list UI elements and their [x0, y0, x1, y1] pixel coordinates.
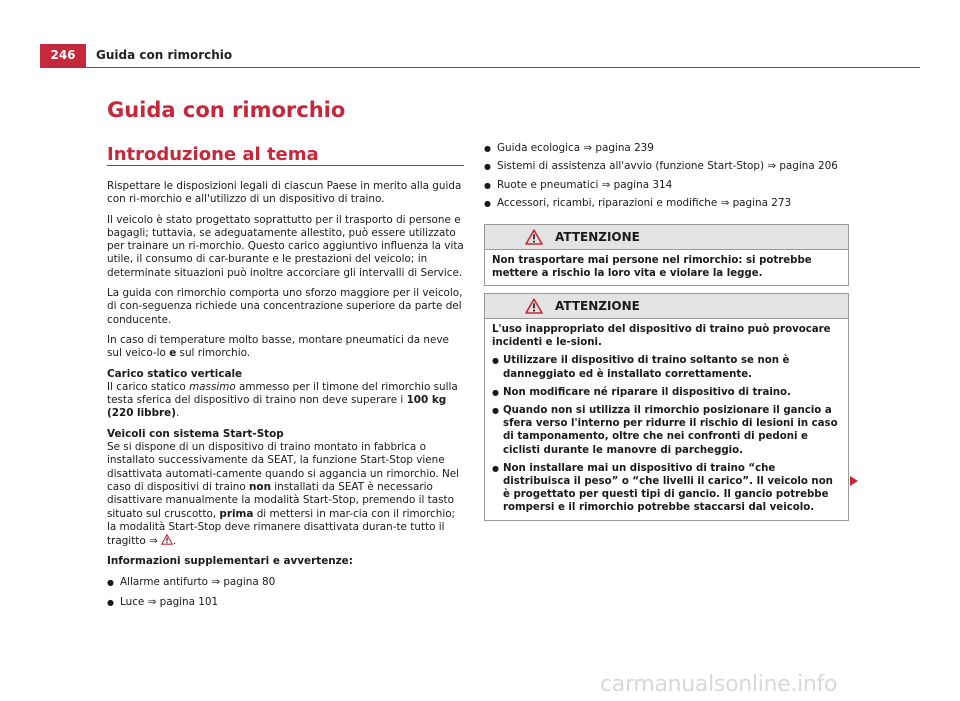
right-reference-list — [484, 142, 850, 215]
warning-box-passengers — [484, 224, 849, 286]
page-header — [40, 44, 920, 68]
reference-link[interactable]: ● Ruote e pneumatici ⇒ pagina 314 — [484, 179, 850, 192]
warning-intro: L'uso inappropriato del dispositivo di traino può provocare incidenti e le-sioni. — [492, 324, 831, 349]
reference-link[interactable]: ● Luce ⇒ pagina 101 — [107, 596, 467, 609]
paragraph: La guida con rimorchio comporta uno sforzo maggiore per il veicolo, di con-seguenza richiede una concentrazione superiore da parte del conducente. — [107, 287, 463, 326]
subheading-start-stop: Veicoli con sistema Start-Stop — [107, 427, 284, 440]
text: installati da SEAT è necessario disattivare manualmente la modalità Start-Stop, premendo il tasto situato sul cruscotto, — [107, 480, 454, 520]
text: . — [175, 407, 180, 420]
warning-item: ● Non modificare né riparare il dispositivo di traino. — [492, 386, 841, 399]
paragraph — [107, 334, 467, 361]
warning-text: Non trasportare mai persone nel rimorchio: si potrebbe mettere a rischio la loro vita e violare la legge. — [492, 255, 812, 280]
warning-triangle-icon — [525, 229, 543, 245]
subheading-info: Informazioni supplementari e avvertenze: — [107, 555, 353, 568]
warning-label: ATTENZIONE — [555, 299, 640, 313]
emphasis: e — [169, 347, 177, 360]
paragraph: Il veicolo è stato progettato soprattutto per il trasporto di persone e bagagli; tuttavia, se adeguatamente allestito, può essere utilizzato per trainare un ri-morchio. Questo carico aggiuntivo influenza la vita utile, il consumo di car-burante e le prestazioni del veicolo; in determinate situazioni può inoltre accorciare gli intervalli di Service. — [107, 213, 464, 279]
warning-header — [485, 225, 848, 250]
warning-header — [485, 294, 848, 319]
paragraph — [107, 441, 467, 548]
watermark: carmanualsonline.info — [600, 672, 838, 697]
emphasis: prima — [219, 507, 254, 520]
text: Se si dispone di un dispositivo di traino montato in fabbrica o installato successivamente da SEAT, la funzione Start-Stop viene disattivata automati-camente quando si aggancia un rimorchio. Nel caso di dispositivi di traino — [107, 441, 460, 493]
paragraph — [107, 381, 467, 421]
continue-arrow-icon — [850, 476, 858, 486]
running-title: Guida con rimorchio — [96, 48, 233, 62]
subheading-static-load: Carico statico verticale — [107, 367, 243, 380]
paragraph: Rispettare le disposizioni legali di ciascun Paese in merito alla guida con ri-morchio e all'utilizzo di un dispositivo di traino. — [107, 180, 462, 206]
warning-triangle-icon — [525, 298, 543, 314]
reference-link[interactable]: ● Allarme antifurto ⇒ pagina 80 — [107, 576, 467, 589]
text: ammesso per il timone del rimorchio sulla testa sferica del dispositivo di traino non deve superare i — [107, 380, 458, 407]
header-divider — [40, 67, 920, 68]
text: In caso di temperature molto basse, montare pneumatici da neve sul veico-lo — [107, 333, 449, 360]
warning-body — [485, 250, 848, 285]
warning-label: ATTENZIONE — [555, 230, 640, 244]
emphasis: non — [249, 480, 271, 493]
text: . — [173, 535, 177, 548]
section-divider — [107, 165, 464, 166]
reference-link[interactable]: ● Sistemi di assistenza all'avvio (funzione Start-Stop) ⇒ pagina 206 — [484, 160, 850, 173]
emphasis: massimo — [189, 380, 236, 393]
chapter-title: Guida con rimorchio — [107, 98, 346, 122]
text: Il carico statico — [107, 380, 190, 393]
warning-box-towbar — [484, 293, 849, 521]
warning-item: ● Non installare mai un dispositivo di traino “che distribuisca il peso” o “che livelli il carico”. Il veicolo non è progettato per questi tipi di gancio. Il gancio potrebbe rompersi e il rimorchio potrebbe staccarsi dal veicolo. — [492, 462, 841, 515]
warning-item: ● Utilizzare il dispositivo di traino soltanto se non è danneggiato ed è installato correttamente. — [492, 354, 841, 380]
reference-link[interactable]: ● Accessori, ricambi, riparazioni e modifiche ⇒ pagina 273 — [484, 197, 850, 210]
warning-body — [485, 319, 848, 520]
warning-triangle-icon[interactable] — [161, 534, 173, 545]
section-title: Introduzione al tema — [107, 144, 319, 165]
warning-list — [492, 354, 841, 514]
text: sul rimorchio. — [176, 347, 251, 360]
reference-list — [107, 576, 467, 610]
left-column — [107, 180, 467, 616]
reference-link[interactable]: ● Guida ecologica ⇒ pagina 239 — [484, 142, 850, 155]
warning-item: ● Quando non si utilizza il rimorchio posizionare il gancio a sfera verso l'interno per ridurre il rischio di lesioni in caso di tamponamento, oltre che nei confronti di pedoni e ciclisti durante le manovre di parcheggio. — [492, 404, 841, 457]
page-number: 246 — [40, 44, 86, 67]
reference-list — [484, 142, 850, 210]
text: di mettersi in mar-cia con il rimorchio; la modalità Start-Stop deve rimanere disattivata duran-te tutto il tragitto ⇒ — [107, 507, 456, 548]
emphasis: 100 kg (220 libbre) — [107, 394, 447, 420]
